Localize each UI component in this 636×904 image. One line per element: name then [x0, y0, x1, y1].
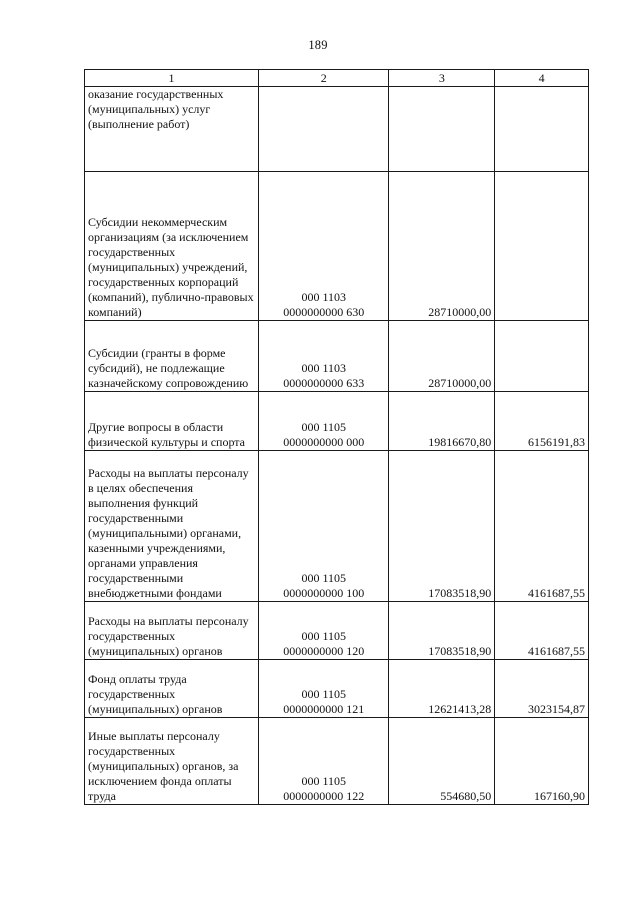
- row-name-cell: [85, 660, 259, 718]
- row-code-line2: 0000000000 121: [283, 702, 365, 716]
- row-code-cell: [259, 602, 389, 660]
- table-row: [85, 660, 589, 718]
- row-name: оказание государственных (муниципальных) услуг (выполнение работ): [88, 87, 224, 131]
- row-code-line2: 0000000000 100: [283, 586, 365, 600]
- row-value-3: 554680,50: [389, 718, 495, 805]
- row-name: Расходы на выплаты персоналу государственных (муниципальных) органов: [88, 614, 249, 658]
- table-row: [85, 602, 589, 660]
- row-code-line1: 000 1103: [301, 290, 347, 304]
- table-row: [85, 172, 589, 321]
- row-code-cell: [259, 172, 389, 321]
- row-code-cell: [259, 392, 389, 451]
- row-code-line1: 000 1105: [301, 420, 347, 434]
- table-row: [85, 392, 589, 451]
- row-code-line2: 0000000000 630: [283, 305, 365, 319]
- row-code-line1: 000 1105: [301, 629, 347, 643]
- row-code-cell: [259, 660, 389, 718]
- table-row: [85, 718, 589, 805]
- row-code-line1: 000 1105: [301, 571, 347, 585]
- row-name: Фонд оплаты труда государственных (муниципальных) органов: [88, 672, 223, 716]
- row-code-cell: [259, 718, 389, 805]
- row-code-line2: 0000000000 120: [283, 644, 365, 658]
- table-row: [85, 87, 589, 172]
- header-cell-3: 3: [389, 70, 495, 87]
- row-name-cell: [85, 451, 259, 602]
- row-value-3: 28710000,00: [389, 321, 495, 392]
- row-name-cell: [85, 172, 259, 321]
- row-code-line2: 0000000000 122: [283, 789, 365, 803]
- row-value-4: 167160,90: [495, 718, 589, 805]
- row-value-3: [389, 87, 495, 172]
- row-value-4: 3023154,87: [495, 660, 589, 718]
- row-name: Расходы на выплаты персоналу в целях обеспечения выполнения функций государственными (муниципальными) органами, казенными учреждениями, органами управления государственными внебюджетными фондами: [88, 466, 249, 600]
- row-value-3: 19816670,80: [389, 392, 495, 451]
- table-row: [85, 321, 589, 392]
- row-name-cell: [85, 321, 259, 392]
- row-code-cell: [259, 321, 389, 392]
- row-name: Субсидии некоммерческим организациям (за исключением государственных (муниципальных) учреждений, государственных корпораций (компаний), публично-правовых компаний): [88, 215, 254, 319]
- row-value-4: [495, 321, 589, 392]
- row-value-4: 4161687,55: [495, 451, 589, 602]
- page-number: 189: [308, 38, 328, 52]
- header-cell-1: 1: [85, 70, 259, 87]
- row-name: Другие вопросы в области физической культуры и спорта: [88, 420, 246, 449]
- budget-table: [84, 69, 589, 805]
- row-code-cell: [259, 87, 389, 172]
- row-value-4: 4161687,55: [495, 602, 589, 660]
- row-name-cell: [85, 602, 259, 660]
- row-name-cell: [85, 87, 259, 172]
- row-code-line2: 0000000000 633: [283, 376, 365, 390]
- header-cell-2: 2: [259, 70, 389, 87]
- row-value-3: 28710000,00: [389, 172, 495, 321]
- row-code-line1: 000 1105: [301, 687, 347, 701]
- row-value-3: 17083518,90: [389, 602, 495, 660]
- table-row: [85, 451, 589, 602]
- row-value-4: [495, 172, 589, 321]
- row-name-cell: [85, 718, 259, 805]
- row-code-line1: 000 1105: [301, 774, 347, 788]
- table-header-row: [85, 70, 589, 87]
- row-value-4: 6156191,83: [495, 392, 589, 451]
- row-name-cell: [85, 392, 259, 451]
- row-code-line1: 000 1103: [301, 361, 347, 375]
- row-name: Субсидии (гранты в форме субсидий), не подлежащие казначейскому сопровождению: [88, 346, 249, 390]
- row-code-cell: [259, 451, 389, 602]
- row-value-4: [495, 87, 589, 172]
- header-cell-4: 4: [495, 70, 589, 87]
- row-value-3: 17083518,90: [389, 451, 495, 602]
- row-value-3: 12621413,28: [389, 660, 495, 718]
- row-code-line2: 0000000000 000: [283, 435, 365, 449]
- row-name: Иные выплаты персоналу государственных (муниципальных) органов, за исключением фонда оплаты труда: [88, 729, 239, 803]
